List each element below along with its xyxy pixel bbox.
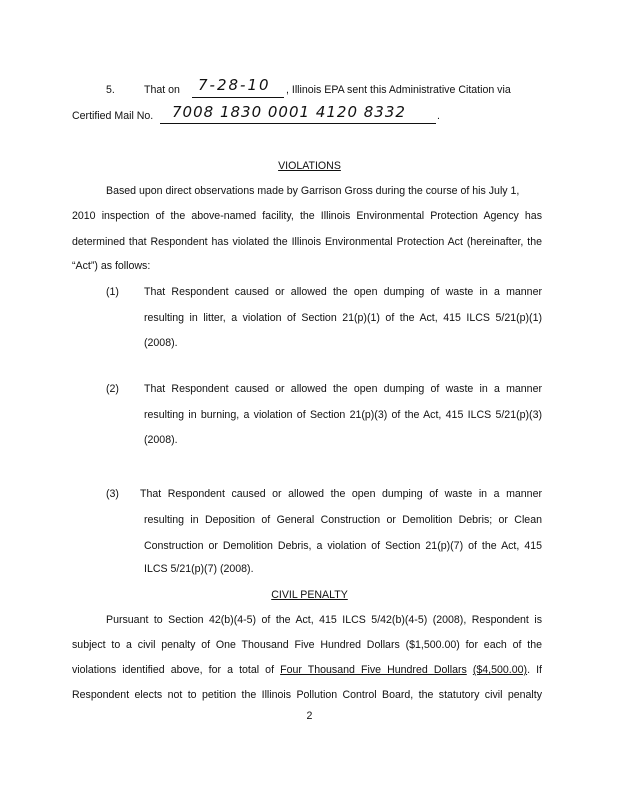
civil-penalty-line-3 — [72, 664, 542, 676]
civil-penalty-total-words: Four Thousand Five Hundred Dollars — [280, 664, 467, 676]
violation-3-number: (3) — [106, 488, 119, 500]
civil-penalty-line-3-pre: violations identified above, for a total of — [72, 664, 275, 676]
para5-after-date: , Illinois EPA sent this Administrative Citation via — [286, 84, 511, 96]
civil-penalty-line-4: Respondent elects not to petition the Illinois Pollution Control Board, the statutory civil penalty — [72, 689, 542, 701]
violation-3-line-1: That Respondent caused or allowed the open dumping of waste in a manner — [140, 488, 542, 500]
violation-1-number: (1) — [106, 286, 119, 298]
handwritten-certified-number: 7008 1830 0001 4120 8332 — [172, 103, 406, 121]
violation-1-line-2: resulting in litter, a violation of Section 21(p)(1) of the Act, 415 ILCS 5/21(p)(1) — [144, 312, 542, 324]
violations-intro-line-4: “Act”) as follows: — [72, 260, 151, 272]
violation-3-line-3: Construction or Demolition Debris, a violation of Section 21(p)(7) of the Act, 415 — [144, 540, 542, 552]
violations-intro-line-3: determined that Respondent has violated the Illinois Environmental Protection Act (hereinafter, the — [72, 236, 542, 248]
violation-2-number: (2) — [106, 383, 119, 395]
para5-number: 5. — [106, 84, 115, 96]
para5-certified-mail-label: Certified Mail No. — [72, 110, 154, 122]
date-blank-line — [192, 97, 284, 98]
handwritten-date: 7-28-10 — [198, 76, 271, 94]
violation-1-line-3: (2008). — [144, 337, 178, 349]
civil-penalty-line-3-post: . If — [527, 664, 542, 676]
civil-penalty-line-1: Pursuant to Section 42(b)(4-5) of the Act, 415 ILCS 5/42(b)(4-5) (2008), Respondent is — [106, 614, 542, 626]
violation-2-line-2: resulting in burning, a violation of Section 21(p)(3) of the Act, 415 ILCS 5/21(p)(3) — [144, 409, 542, 421]
civil-penalty-heading: CIVIL PENALTY — [271, 589, 348, 601]
violations-intro-line-2: 2010 inspection of the above-named facility, the Illinois Environmental Protection Agency has — [72, 210, 542, 222]
violation-2-line-1: That Respondent caused or allowed the open dumping of waste in a manner — [144, 383, 542, 395]
para5-lead: That on — [144, 84, 180, 96]
violation-3-line-2: resulting in Deposition of General Construction or Demolition Debris; or Clean — [144, 514, 542, 526]
page-number: 2 — [306, 710, 313, 722]
civil-penalty-line-2: subject to a civil penalty of One Thousand Five Hundred Dollars ($1,500.00) for each of the — [72, 639, 542, 651]
civil-penalty-total-amount: ($4,500.00) — [472, 664, 528, 676]
violations-intro-line-1: Based upon direct observations made by Garrison Gross during the course of his July 1, — [106, 185, 520, 197]
para5-period: . — [437, 110, 440, 122]
violation-3-line-4: ILCS 5/21(p)(7) (2008). — [144, 563, 254, 575]
cert-blank-line — [160, 123, 436, 124]
violations-heading: VIOLATIONS — [278, 160, 341, 172]
violation-1-line-1: That Respondent caused or allowed the open dumping of waste in a manner — [144, 286, 542, 298]
violation-2-line-3: (2008). — [144, 434, 178, 446]
